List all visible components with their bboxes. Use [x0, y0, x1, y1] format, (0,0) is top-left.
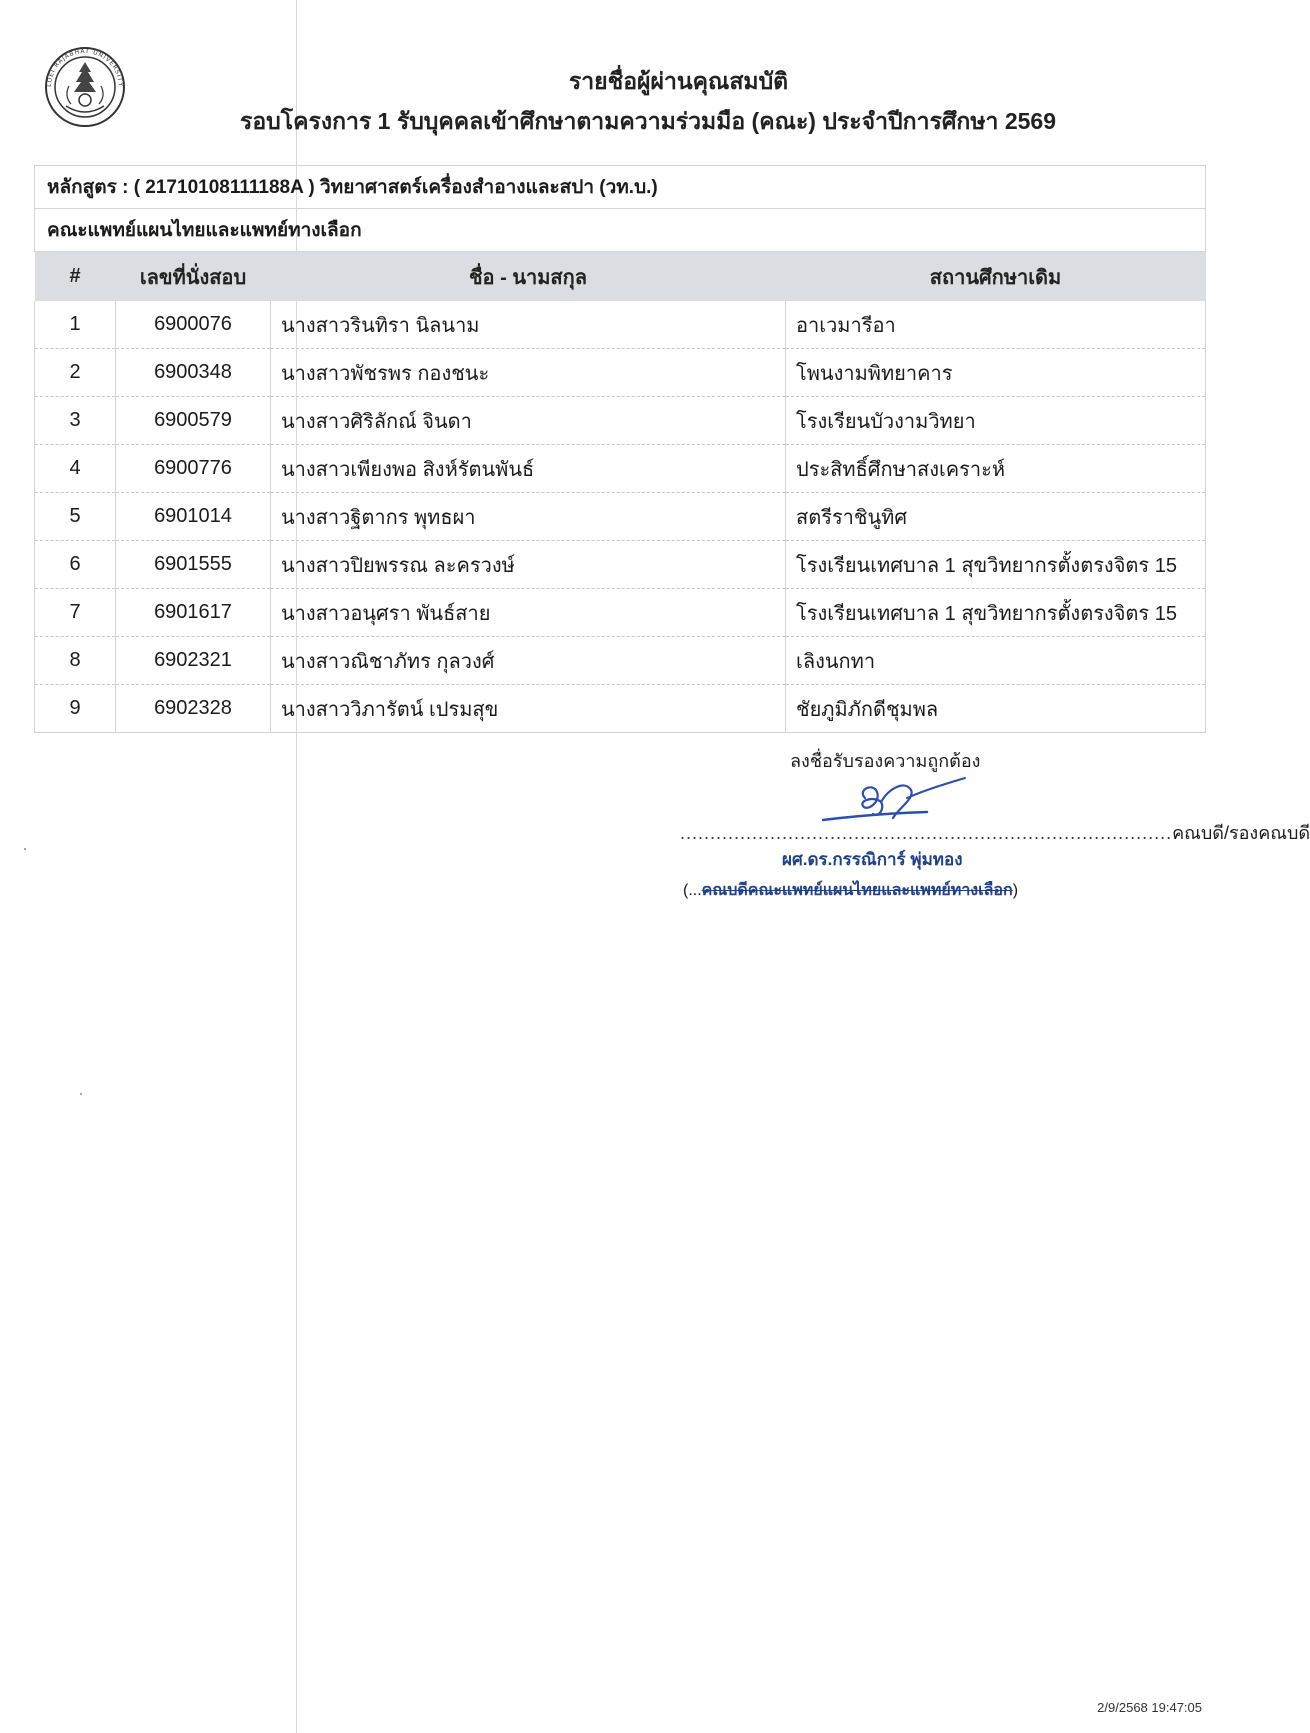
- cell-number: 4: [35, 445, 116, 493]
- page-subtitle: รอบโครงการ 1 รับบุคคลเข้าศึกษาตามความร่วมมือ (คณะ) ประจำปีการศึกษา 2569: [240, 108, 1056, 134]
- cell-name: นางสาวเพียงพอ สิงห์รัตนพันธ์: [271, 445, 786, 493]
- position-open-paren: (...: [683, 882, 702, 899]
- signature-dots: ..................................................................................: [680, 823, 1173, 843]
- cell-school: อาเวมารีอา: [786, 301, 1206, 349]
- cell-name: นางสาวศิริลักณ์ จินดา: [271, 397, 786, 445]
- cell-number: 1: [35, 301, 116, 349]
- col-header-number: #: [35, 252, 116, 301]
- cell-school: โรงเรียนบัวงามวิทยา: [786, 397, 1206, 445]
- cell-school: โรงเรียนเทศบาล 1 สุขวิทยากรตั้งตรงจิตร 15: [786, 589, 1206, 637]
- scan-speck: [80, 1093, 82, 1095]
- cell-school: ประสิทธิ์ศึกษาสงเคราะห์: [786, 445, 1206, 493]
- signature-line: [680, 818, 1310, 847]
- cell-seat-id: 6902328: [116, 685, 271, 733]
- cell-school: โพนงามพิทยาคาร: [786, 349, 1206, 397]
- col-header-name: ชื่อ - นามสกุล: [271, 252, 786, 301]
- course-heading: หลักสูตร : ( 21710108111188A ) วิทยาศาสตร์เครื่องสำอางและสปา (วท.บ.): [34, 165, 1206, 209]
- cell-name: นางสาวรินทิรา นิลนาม: [271, 301, 786, 349]
- cell-seat-id: 6900348: [116, 349, 271, 397]
- cell-name: นางสาวพัชรพร กองชนะ: [271, 349, 786, 397]
- col-header-school: สถานศึกษาเดิม: [786, 252, 1206, 301]
- cell-number: 9: [35, 685, 116, 733]
- svg-text:LOEI RAJABHAT UNIVERSITY: LOEI RAJABHAT UNIVERSITY: [45, 47, 125, 88]
- cell-seat-id: 6902321: [116, 637, 271, 685]
- cell-seat-id: 6901555: [116, 541, 271, 589]
- scan-speck: [24, 848, 26, 850]
- cell-name: นางสาววิภารัตน์ เปรมสุข: [271, 685, 786, 733]
- signer-position: [683, 878, 1018, 903]
- table-row: [35, 445, 1206, 493]
- table-row: [35, 349, 1206, 397]
- position-close-paren: ): [1012, 882, 1019, 899]
- table-header-row: [35, 252, 1206, 301]
- cell-number: 2: [35, 349, 116, 397]
- cell-school: ชัยภูมิภักดีชุมพล: [786, 685, 1206, 733]
- table-row: [35, 637, 1206, 685]
- certification-label: ลงชื่อรับรองความถูกต้อง: [790, 751, 981, 771]
- cell-seat-id: 6900076: [116, 301, 271, 349]
- cell-seat-id: 6901617: [116, 589, 271, 637]
- cell-seat-id: 6900579: [116, 397, 271, 445]
- cell-school: โรงเรียนเทศบาล 1 สุขวิทยากรตั้งตรงจิตร 15: [786, 541, 1206, 589]
- page-title: รายชื่อผู้ผ่านคุณสมบัติ: [568, 68, 789, 94]
- cell-seat-id: 6900776: [116, 445, 271, 493]
- cell-number: 5: [35, 493, 116, 541]
- position-title: คณบดีคณะแพทย์แผนไทยและแพทย์ทางเลือก: [701, 882, 1013, 899]
- signer-role: คณบดี/รองคณบดี: [1172, 823, 1310, 843]
- cell-name: นางสาวฐิตากร พุทธผา: [271, 493, 786, 541]
- cell-name: นางสาวปิยพรรณ ละครวงษ์: [271, 541, 786, 589]
- cell-name: นางสาวณิชาภัทร กุลวงศ์: [271, 637, 786, 685]
- results-sheet: [34, 165, 1206, 733]
- table-row: [35, 541, 1206, 589]
- cell-number: 7: [35, 589, 116, 637]
- cell-number: 6: [35, 541, 116, 589]
- table-row: [35, 685, 1206, 733]
- qualified-list-table: [34, 252, 1206, 733]
- col-header-seat-id: เลขที่นั่งสอบ: [116, 252, 271, 301]
- table-row: [35, 397, 1206, 445]
- cell-seat-id: 6901014: [116, 493, 271, 541]
- faculty-heading: คณะแพทย์แผนไทยและแพทย์ทางเลือก: [34, 209, 1206, 252]
- cell-number: 3: [35, 397, 116, 445]
- signer-name: ผศ.ดร.กรรณิการ์ พุ่มทอง: [782, 850, 963, 869]
- cell-name: นางสาวอนุศรา พันธ์สาย: [271, 589, 786, 637]
- table-row: [35, 493, 1206, 541]
- cell-school: สตรีราชินูทิศ: [786, 493, 1206, 541]
- cell-number: 8: [35, 637, 116, 685]
- cell-school: เลิงนกทา: [786, 637, 1206, 685]
- table-row: [35, 589, 1206, 637]
- table-row: [35, 301, 1206, 349]
- print-timestamp: 2/9/2568 19:47:05: [1097, 1700, 1202, 1715]
